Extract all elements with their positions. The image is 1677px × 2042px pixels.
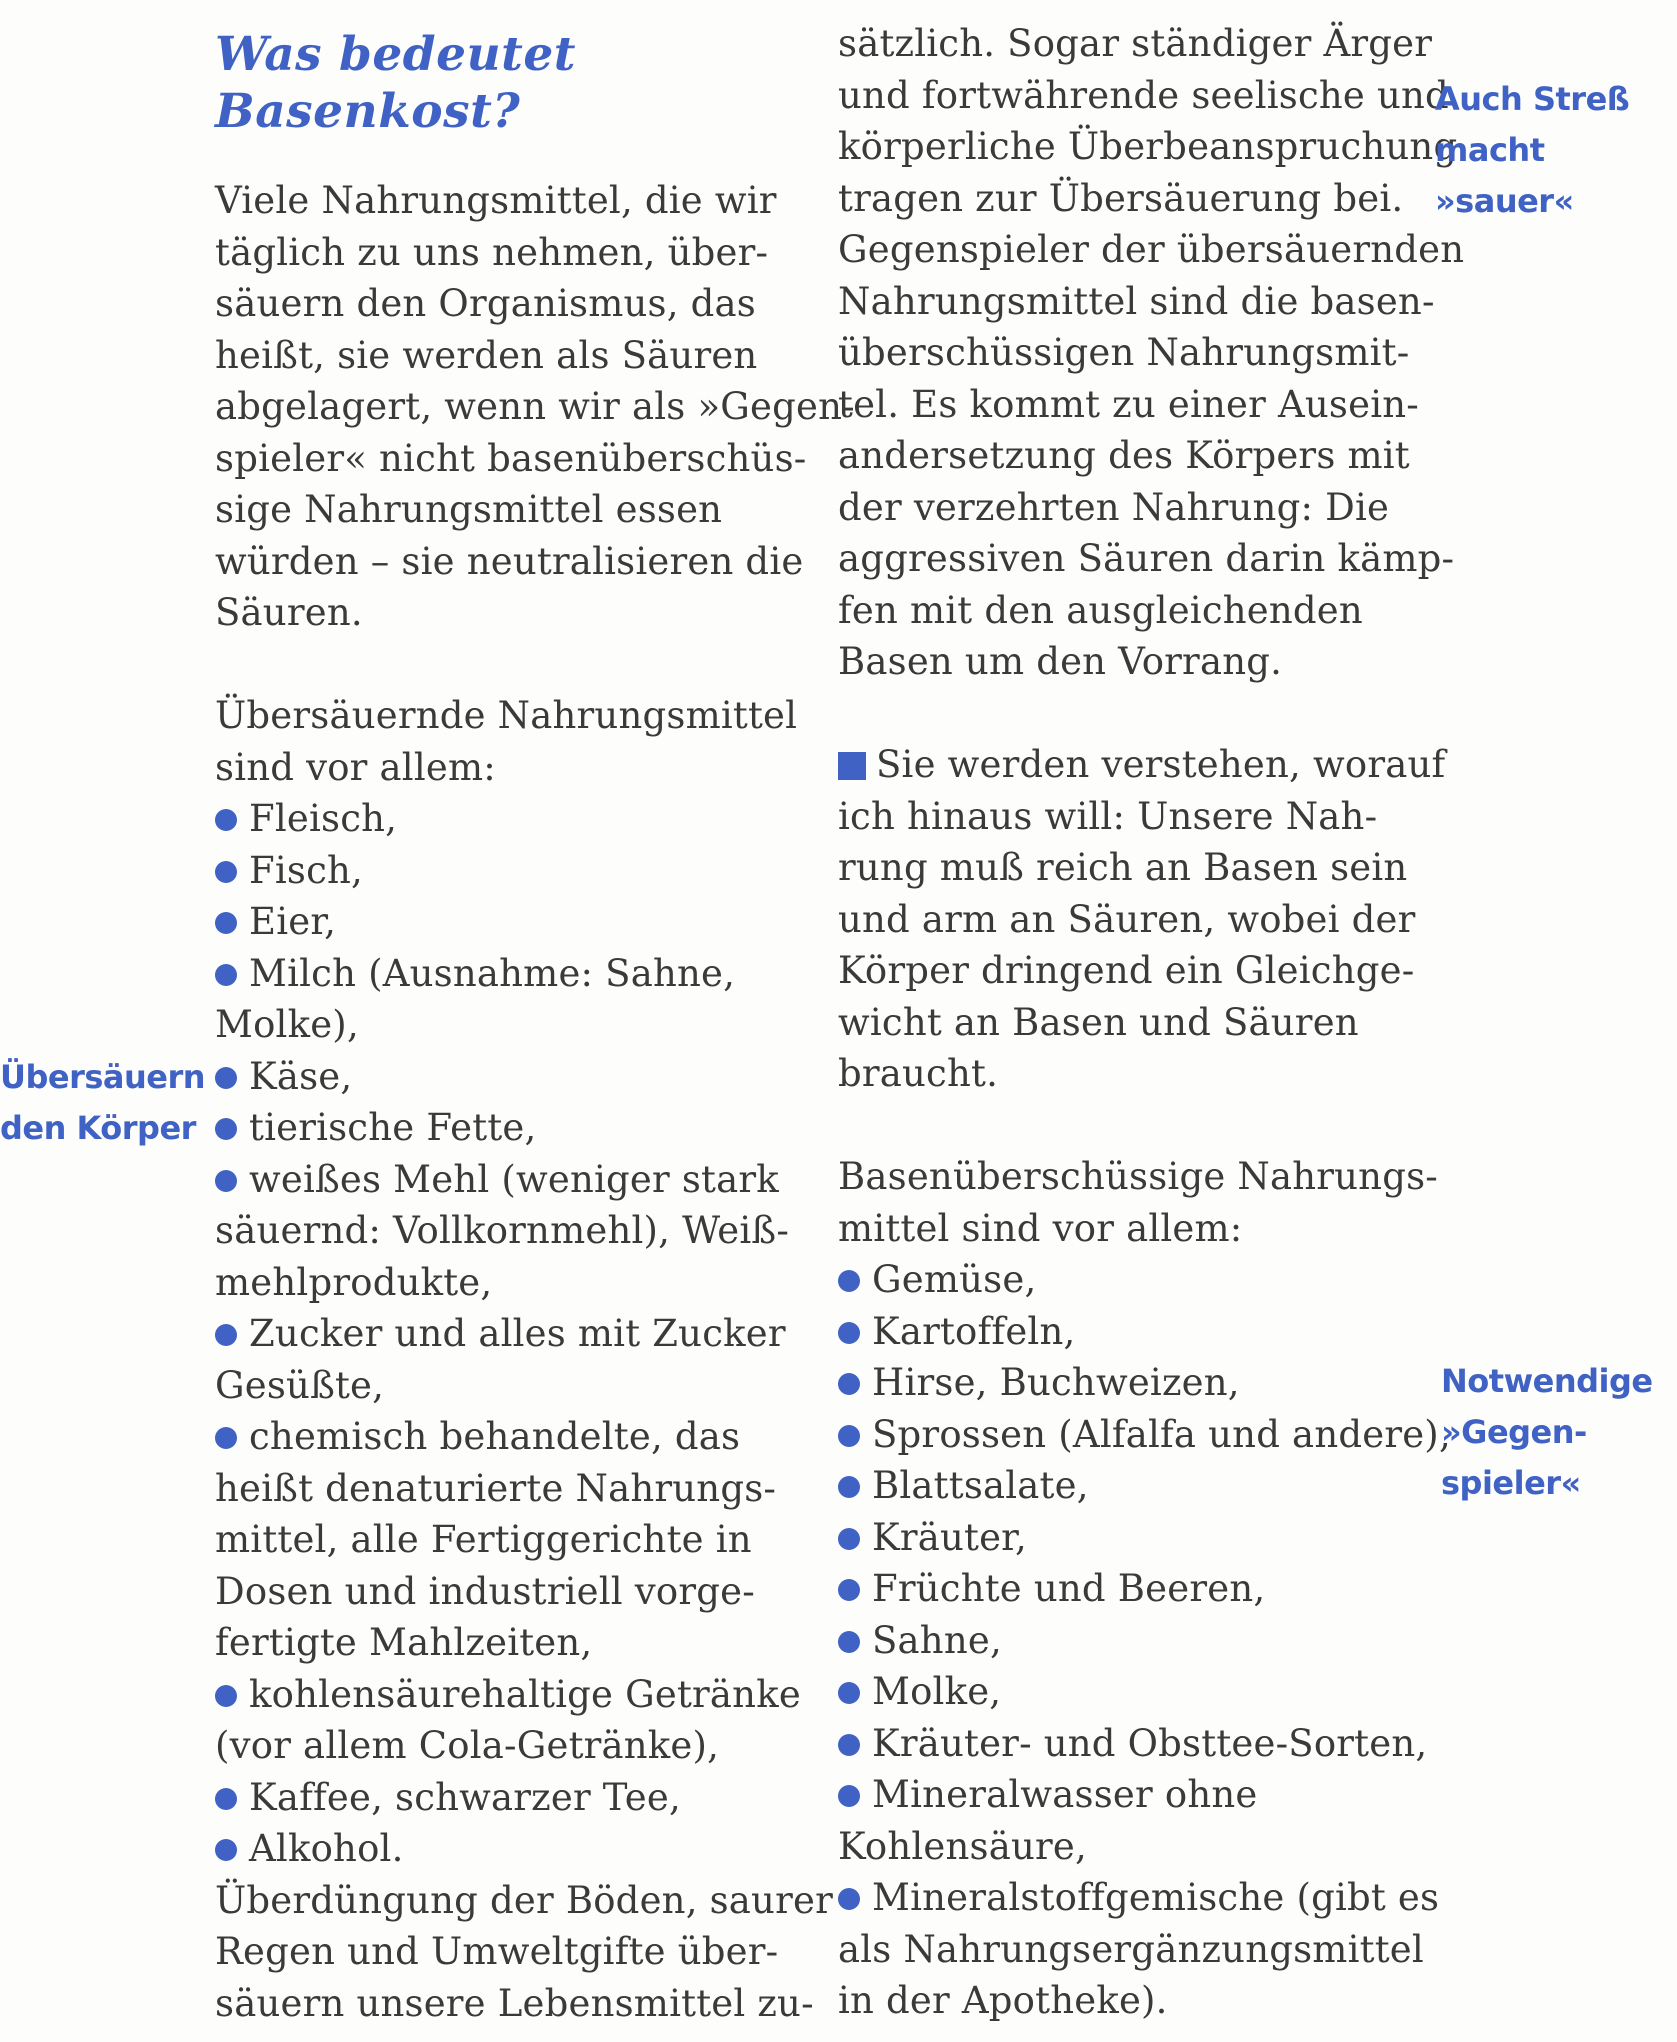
text-line [215, 1463, 776, 1515]
bullet-dot-icon [215, 861, 237, 883]
text-line [838, 1924, 1424, 1976]
line-text: Zucker und alles mit Zucker [249, 1312, 786, 1355]
list-item [838, 1615, 1002, 1667]
bullet-dot-icon [838, 1631, 860, 1653]
text-line [838, 1821, 1087, 1873]
text-line [838, 585, 1363, 637]
list-item [215, 1772, 681, 1824]
list-item [838, 1718, 1427, 1770]
list-item [215, 793, 397, 845]
bullet-dot-icon [215, 964, 237, 986]
margin-note-line: spieler« [1441, 1464, 1581, 1502]
list-item [215, 896, 336, 948]
list-item [838, 1409, 1451, 1461]
line-text: Früchte und Beeren, [872, 1567, 1266, 1610]
line-text: Kohlensäure, [838, 1825, 1087, 1868]
line-text: körperliche Überbeanspruchung [838, 125, 1458, 168]
line-text: Molke, [872, 1670, 1002, 1713]
text-line [215, 1205, 789, 1257]
text-line [215, 1978, 814, 2030]
line-text: kohlensäurehaltige Getränke [249, 1673, 801, 1716]
text-line [838, 276, 1435, 328]
line-text: Nahrungsmittel sind die basen- [838, 280, 1435, 323]
list-item [215, 948, 735, 1000]
line-text: täglich zu uns nehmen, über- [215, 231, 769, 274]
line-text: tragen zur Übersäuerung bei. [838, 177, 1404, 220]
line-text: Überdüngung der Böden, saurer [215, 1879, 833, 1922]
page-heading [215, 26, 576, 140]
text-line [838, 997, 1359, 1049]
line-text: sätzlich. Sogar ständiger Ärger [838, 22, 1433, 65]
line-text: Sahne, [872, 1619, 1002, 1662]
bullet-dot-icon [215, 1788, 237, 1810]
text-line [215, 1566, 755, 1618]
text-line [215, 742, 496, 794]
list-item [215, 845, 363, 897]
bullet-dot-icon [838, 1270, 860, 1292]
list-item [838, 1306, 1075, 1358]
line-text: fertigte Mahlzeiten, [215, 1621, 593, 1664]
line-text: Sie werden verstehen, worauf [876, 743, 1446, 786]
line-text: braucht. [838, 1052, 999, 1095]
line-text: Körper dringend ein Gleichge- [838, 949, 1415, 992]
line-text: Käse, [249, 1055, 353, 1098]
line-text: sind vor allem: [215, 746, 496, 789]
bullet-dot-icon [838, 1888, 860, 1910]
text-line [838, 739, 1445, 791]
margin-note-line: Auch Streß [1435, 80, 1630, 118]
line-text: Gesüßte, [215, 1364, 385, 1407]
line-text: und fortwährende seelische und [838, 74, 1449, 117]
line-text: als Nahrungsergänzungsmittel [838, 1928, 1424, 1971]
bullet-dot-icon [215, 1839, 237, 1861]
line-text: Eier, [249, 900, 337, 943]
margin-note-gegenspieler [1441, 1356, 1653, 1509]
text-line [838, 1975, 1168, 2027]
text-line [215, 484, 722, 536]
line-text: heißt, sie werden als Säuren [215, 334, 758, 377]
list-item [838, 1872, 1439, 1924]
bullet-dot-icon [838, 1579, 860, 1601]
line-text: Regen und Umweltgifte über- [215, 1930, 779, 1973]
line-text: mehlprodukte, [215, 1261, 493, 1304]
margin-note-uebersaeuern [0, 1052, 206, 1154]
bullet-dot-icon [838, 1322, 860, 1344]
bullet-dot-icon [838, 1785, 860, 1807]
square-marker-icon [838, 752, 866, 780]
text-line [838, 430, 1410, 482]
text-line [215, 536, 803, 588]
line-text: Kräuter- und Obsttee-Sorten, [872, 1722, 1428, 1765]
list-item [838, 1512, 1027, 1564]
line-text: Blattsalate, [872, 1464, 1089, 1507]
line-text: wicht an Basen und Säuren [838, 1001, 1359, 1044]
text-line [215, 999, 359, 1051]
bullet-dot-icon [215, 1685, 237, 1707]
text-line [838, 791, 1377, 843]
line-text: Mineralwasser ohne [872, 1773, 1258, 1816]
margin-note-line: den Körper [0, 1109, 196, 1147]
line-text: Mineralstoffgemische (gibt es [872, 1876, 1440, 1919]
line-text: tel. Es kommt zu einer Ausein- [838, 383, 1419, 426]
margin-note-line: macht [1435, 131, 1545, 169]
line-text: säuern unsere Lebensmittel zu- [215, 1982, 814, 2025]
text-line [215, 1360, 384, 1412]
line-text: Kartoffeln, [872, 1310, 1076, 1353]
list-item [215, 1154, 779, 1206]
line-text: aggressiven Säuren darin kämp- [838, 537, 1455, 580]
line-text: tierische Fette, [249, 1106, 537, 1149]
text-line [838, 224, 1464, 276]
line-text: (vor allem Cola-Getränke), [215, 1724, 720, 1767]
line-text: Dosen und industriell vorge- [215, 1570, 755, 1613]
text-line [838, 121, 1457, 173]
text-line [215, 1926, 778, 1978]
list-item [215, 1669, 801, 1721]
line-text: Alkohol. [249, 1827, 404, 1870]
bullet-dot-icon [215, 809, 237, 831]
text-line [215, 433, 806, 485]
list-item [215, 1102, 536, 1154]
text-line [215, 330, 757, 382]
text-line [838, 842, 1407, 894]
text-line [215, 175, 777, 227]
line-text: Basenüberschüssige Nahrungs- [838, 1155, 1438, 1198]
line-text: der verzehrten Nahrung: Die [838, 486, 1390, 529]
bullet-dot-icon [838, 1373, 860, 1395]
line-text: Viele Nahrungsmittel, die wir [215, 179, 777, 222]
line-text: weißes Mehl (weniger stark [249, 1158, 779, 1201]
margin-note-stress [1435, 74, 1629, 227]
line-text: spieler« nicht basenüberschüs- [215, 437, 807, 480]
text-line [838, 18, 1432, 70]
bullet-dot-icon [215, 1170, 237, 1192]
bullet-dot-icon [838, 1476, 860, 1498]
list-item [838, 1254, 1036, 1306]
margin-note-line: »sauer« [1435, 182, 1574, 220]
line-text: ich hinaus will: Unsere Nah- [838, 795, 1378, 838]
bullet-dot-icon [215, 1067, 237, 1089]
line-text: Milch (Ausnahme: Sahne, [249, 952, 736, 995]
text-line [215, 381, 855, 433]
line-text: rung muß reich an Basen sein [838, 846, 1408, 889]
list-item [838, 1769, 1258, 1821]
list-item [838, 1563, 1265, 1615]
line-text: überschüssigen Nahrungsmit- [838, 331, 1410, 374]
line-text: und arm an Säuren, wobei der [838, 898, 1416, 941]
bullet-dot-icon [838, 1734, 860, 1756]
bullet-dot-icon [215, 1427, 237, 1449]
line-text: Gemüse, [872, 1258, 1037, 1301]
bullet-dot-icon [838, 1528, 860, 1550]
margin-note-line: »Gegen- [1441, 1413, 1587, 1451]
text-line [838, 636, 1282, 688]
text-line [838, 945, 1414, 997]
text-line [215, 278, 756, 330]
text-line [838, 482, 1389, 534]
text-line [838, 894, 1416, 946]
line-text: Molke), [215, 1003, 359, 1046]
list-item [215, 1823, 404, 1875]
line-text: säuernd: Vollkornmehl), Weiß- [215, 1209, 790, 1252]
text-line [838, 533, 1454, 585]
list-item [215, 1411, 740, 1463]
line-text: Fleisch, [249, 797, 398, 840]
margin-note-line: Notwendige [1441, 1362, 1653, 1400]
line-text: in der Apotheke). [838, 1979, 1168, 2022]
text-line [838, 1048, 998, 1100]
heading-line: Was bedeutet [215, 27, 577, 82]
line-text: säuern den Organismus, das [215, 282, 756, 325]
list-item [838, 1357, 1240, 1409]
line-text: Kaffee, schwarzer Tee, [249, 1776, 681, 1819]
line-text: chemisch behandelte, das [249, 1415, 741, 1458]
text-line [838, 70, 1449, 122]
list-item [838, 1666, 1001, 1718]
text-line [215, 1617, 592, 1669]
text-line [215, 587, 363, 639]
line-text: Übersäuernde Nahrungsmittel [215, 694, 798, 737]
text-line [838, 1151, 1438, 1203]
line-text: Gegenspieler der übersäuernden [838, 228, 1465, 271]
list-item [215, 1308, 786, 1360]
heading-line: Basenkost? [215, 84, 521, 139]
text-line [838, 173, 1403, 225]
line-text: heißt denaturierte Nahrungs- [215, 1467, 777, 1510]
line-text: Fisch, [249, 849, 364, 892]
text-line [215, 1257, 492, 1309]
text-line [215, 1514, 752, 1566]
line-text: andersetzung des Körpers mit [838, 434, 1410, 477]
line-text: sige Nahrungsmittel essen [215, 488, 723, 531]
bullet-dot-icon [215, 1324, 237, 1346]
text-line [215, 227, 768, 279]
list-item [838, 1460, 1089, 1512]
bullet-dot-icon [215, 1118, 237, 1140]
text-line [838, 1203, 1242, 1255]
bullet-dot-icon [215, 912, 237, 934]
line-text: Basen um den Vorrang. [838, 640, 1283, 683]
line-text: abgelagert, wenn wir als »Gegen- [215, 385, 855, 428]
margin-note-line: Übersäuern [0, 1058, 206, 1096]
bullet-dot-icon [838, 1682, 860, 1704]
text-line [838, 379, 1419, 431]
text-line [215, 690, 797, 742]
bullet-dot-icon [838, 1425, 860, 1447]
line-text: fen mit den ausgleichenden [838, 589, 1363, 632]
line-text: Kräuter, [872, 1516, 1027, 1559]
line-text: Hirse, Buchweizen, [872, 1361, 1240, 1404]
text-line [215, 1720, 719, 1772]
line-text: mittel sind vor allem: [838, 1207, 1243, 1250]
line-text: Sprossen (Alfalfa und andere), [872, 1413, 1451, 1456]
line-text: mittel, alle Fertiggerichte in [215, 1518, 752, 1561]
text-line [838, 327, 1409, 379]
text-line [215, 1875, 833, 1927]
list-item [215, 1051, 352, 1103]
line-text: Säuren. [215, 591, 363, 634]
line-text: würden – sie neutralisieren die [215, 540, 804, 583]
